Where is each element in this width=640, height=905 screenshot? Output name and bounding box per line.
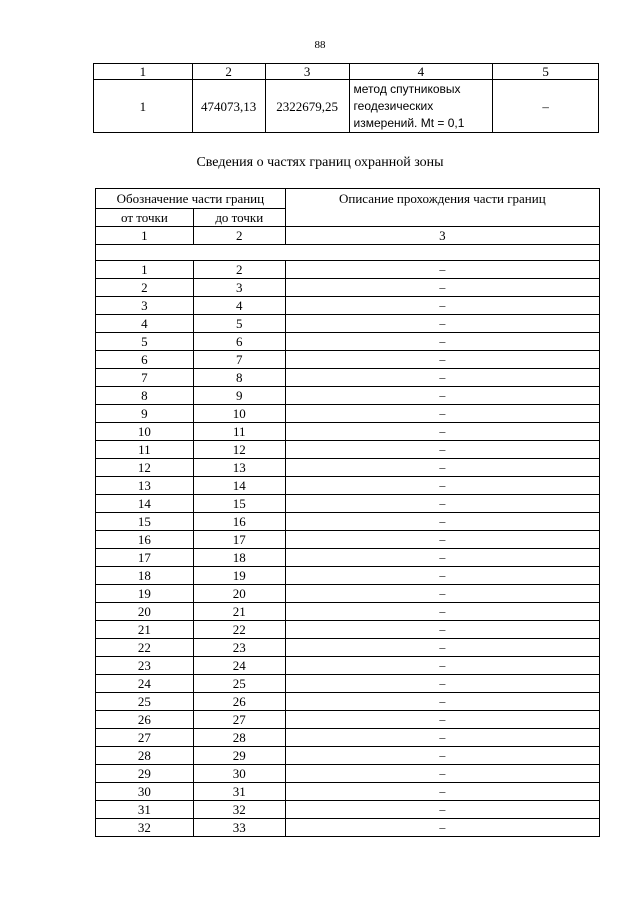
to-point-cell: 13: [193, 459, 285, 477]
to-point-cell: 19: [193, 567, 285, 585]
description-cell: –: [285, 477, 599, 495]
from-point-cell: 15: [96, 513, 194, 531]
table-row: [96, 819, 600, 837]
from-point-cell: 4: [96, 315, 194, 333]
description-cell: –: [285, 351, 599, 369]
to-point-cell: 10: [193, 405, 285, 423]
x-coordinate-cell: 474073,13: [192, 80, 265, 133]
accuracy-cell: –: [493, 80, 599, 133]
description-cell: –: [285, 513, 599, 531]
from-point-cell: 3: [96, 297, 194, 315]
column-number-cell: 2: [193, 227, 285, 245]
from-point-cell: 17: [96, 549, 194, 567]
table-row: [96, 711, 600, 729]
description-cell: –: [285, 675, 599, 693]
to-point-cell: 23: [193, 639, 285, 657]
description-cell: –: [285, 621, 599, 639]
to-point-cell: 32: [193, 801, 285, 819]
description-cell: –: [285, 315, 599, 333]
description-cell: –: [285, 657, 599, 675]
header-cell: 3: [265, 64, 349, 80]
to-point-cell: 31: [193, 783, 285, 801]
header-cell: 2: [192, 64, 265, 80]
table-row: [96, 441, 600, 459]
table-row: [96, 477, 600, 495]
from-point-cell: 23: [96, 657, 194, 675]
from-point-cell: 19: [96, 585, 194, 603]
table-row: [96, 531, 600, 549]
to-point-cell: 22: [193, 621, 285, 639]
from-point-cell: 31: [96, 801, 194, 819]
header-description-cell: Описание прохождения части границ: [285, 189, 599, 227]
from-point-cell: 6: [96, 351, 194, 369]
description-cell: –: [285, 459, 599, 477]
to-point-cell: 16: [193, 513, 285, 531]
table-row: [96, 567, 600, 585]
from-point-cell: 13: [96, 477, 194, 495]
table-row: [96, 261, 600, 279]
description-cell: –: [285, 531, 599, 549]
from-point-cell: 14: [96, 495, 194, 513]
description-cell: –: [285, 747, 599, 765]
empty-cell: [96, 245, 600, 261]
description-cell: –: [285, 801, 599, 819]
table-row: [96, 603, 600, 621]
to-point-cell: 8: [193, 369, 285, 387]
header-to-cell: до точки: [193, 209, 285, 227]
description-cell: –: [285, 405, 599, 423]
description-cell: –: [285, 261, 599, 279]
coordinates-table: [93, 63, 599, 133]
to-point-cell: 2: [193, 261, 285, 279]
to-point-cell: 21: [193, 603, 285, 621]
table-row: [96, 693, 600, 711]
table-row: [96, 765, 600, 783]
method-cell: [349, 80, 493, 133]
boundary-table-column-numbers-row: [96, 227, 600, 245]
to-point-cell: 33: [193, 819, 285, 837]
description-cell: –: [285, 567, 599, 585]
from-point-cell: 12: [96, 459, 194, 477]
from-point-cell: 27: [96, 729, 194, 747]
from-point-cell: 9: [96, 405, 194, 423]
table-row: [96, 369, 600, 387]
to-point-cell: 14: [193, 477, 285, 495]
point-number-cell: 1: [94, 80, 193, 133]
description-cell: –: [285, 585, 599, 603]
method-line: метод спутниковых: [353, 81, 461, 96]
description-cell: –: [285, 495, 599, 513]
page-number: 88: [314, 39, 326, 51]
to-point-cell: 4: [193, 297, 285, 315]
table-row: [96, 387, 600, 405]
to-point-cell: 27: [193, 711, 285, 729]
table-row: [96, 621, 600, 639]
header-cell: 5: [493, 64, 599, 80]
to-point-cell: 26: [193, 693, 285, 711]
from-point-cell: 5: [96, 333, 194, 351]
coordinates-table-row: [94, 80, 599, 133]
header-from-cell: от точки: [96, 209, 194, 227]
from-point-cell: 21: [96, 621, 194, 639]
to-point-cell: 17: [193, 531, 285, 549]
table-row: [96, 405, 600, 423]
from-point-cell: 25: [96, 693, 194, 711]
to-point-cell: 24: [193, 657, 285, 675]
method-line: измерений. Mt = 0,1: [353, 115, 465, 130]
from-point-cell: 24: [96, 675, 194, 693]
description-cell: –: [285, 441, 599, 459]
to-point-cell: 7: [193, 351, 285, 369]
description-cell: –: [285, 819, 599, 837]
y-coordinate-cell: 2322679,25: [265, 80, 349, 133]
description-cell: –: [285, 765, 599, 783]
coordinates-table-header-row: [94, 64, 599, 80]
description-cell: –: [285, 387, 599, 405]
description-cell: –: [285, 333, 599, 351]
to-point-cell: 20: [193, 585, 285, 603]
description-cell: –: [285, 279, 599, 297]
table-row: [96, 783, 600, 801]
table-row: [96, 333, 600, 351]
to-point-cell: 9: [193, 387, 285, 405]
from-point-cell: 22: [96, 639, 194, 657]
table-row: [96, 657, 600, 675]
table-row: [96, 315, 600, 333]
description-cell: –: [285, 711, 599, 729]
description-cell: –: [285, 603, 599, 621]
table-row: [96, 729, 600, 747]
table-row: [96, 423, 600, 441]
to-point-cell: 3: [193, 279, 285, 297]
from-point-cell: 32: [96, 819, 194, 837]
to-point-cell: 5: [193, 315, 285, 333]
table-row: [96, 297, 600, 315]
from-point-cell: 29: [96, 765, 194, 783]
description-cell: –: [285, 369, 599, 387]
description-cell: –: [285, 729, 599, 747]
description-cell: –: [285, 783, 599, 801]
header-group-cell: Обозначение части границ: [96, 189, 286, 209]
from-point-cell: 8: [96, 387, 194, 405]
table-row: [96, 639, 600, 657]
table-row: [96, 747, 600, 765]
from-point-cell: 10: [96, 423, 194, 441]
table-row: [96, 585, 600, 603]
description-cell: –: [285, 423, 599, 441]
from-point-cell: 28: [96, 747, 194, 765]
from-point-cell: 11: [96, 441, 194, 459]
boundary-parts-table: [95, 188, 600, 837]
from-point-cell: 30: [96, 783, 194, 801]
description-cell: –: [285, 693, 599, 711]
description-cell: –: [285, 297, 599, 315]
description-cell: –: [285, 549, 599, 567]
boundary-table-empty-row: [96, 245, 600, 261]
from-point-cell: 7: [96, 369, 194, 387]
table-row: [96, 801, 600, 819]
from-point-cell: 2: [96, 279, 194, 297]
to-point-cell: 18: [193, 549, 285, 567]
boundary-table-header-row: [96, 189, 600, 209]
from-point-cell: 20: [96, 603, 194, 621]
table-row: [96, 459, 600, 477]
header-cell: 1: [94, 64, 193, 80]
method-line: геодезических: [353, 98, 434, 113]
from-point-cell: 18: [96, 567, 194, 585]
boundary-table-body: [96, 261, 600, 837]
table-row: [96, 279, 600, 297]
column-number-cell: 3: [285, 227, 599, 245]
to-point-cell: 11: [193, 423, 285, 441]
column-number-cell: 1: [96, 227, 194, 245]
table-row: [96, 675, 600, 693]
table-row: [96, 495, 600, 513]
to-point-cell: 29: [193, 747, 285, 765]
to-point-cell: 12: [193, 441, 285, 459]
header-cell: 4: [349, 64, 493, 80]
to-point-cell: 30: [193, 765, 285, 783]
to-point-cell: 25: [193, 675, 285, 693]
table-row: [96, 549, 600, 567]
from-point-cell: 26: [96, 711, 194, 729]
table-row: [96, 513, 600, 531]
description-cell: –: [285, 639, 599, 657]
table-row: [96, 351, 600, 369]
from-point-cell: 16: [96, 531, 194, 549]
to-point-cell: 6: [193, 333, 285, 351]
from-point-cell: 1: [96, 261, 194, 279]
section-title: Сведения о частях границ охранной зоны: [196, 155, 444, 170]
to-point-cell: 28: [193, 729, 285, 747]
to-point-cell: 15: [193, 495, 285, 513]
